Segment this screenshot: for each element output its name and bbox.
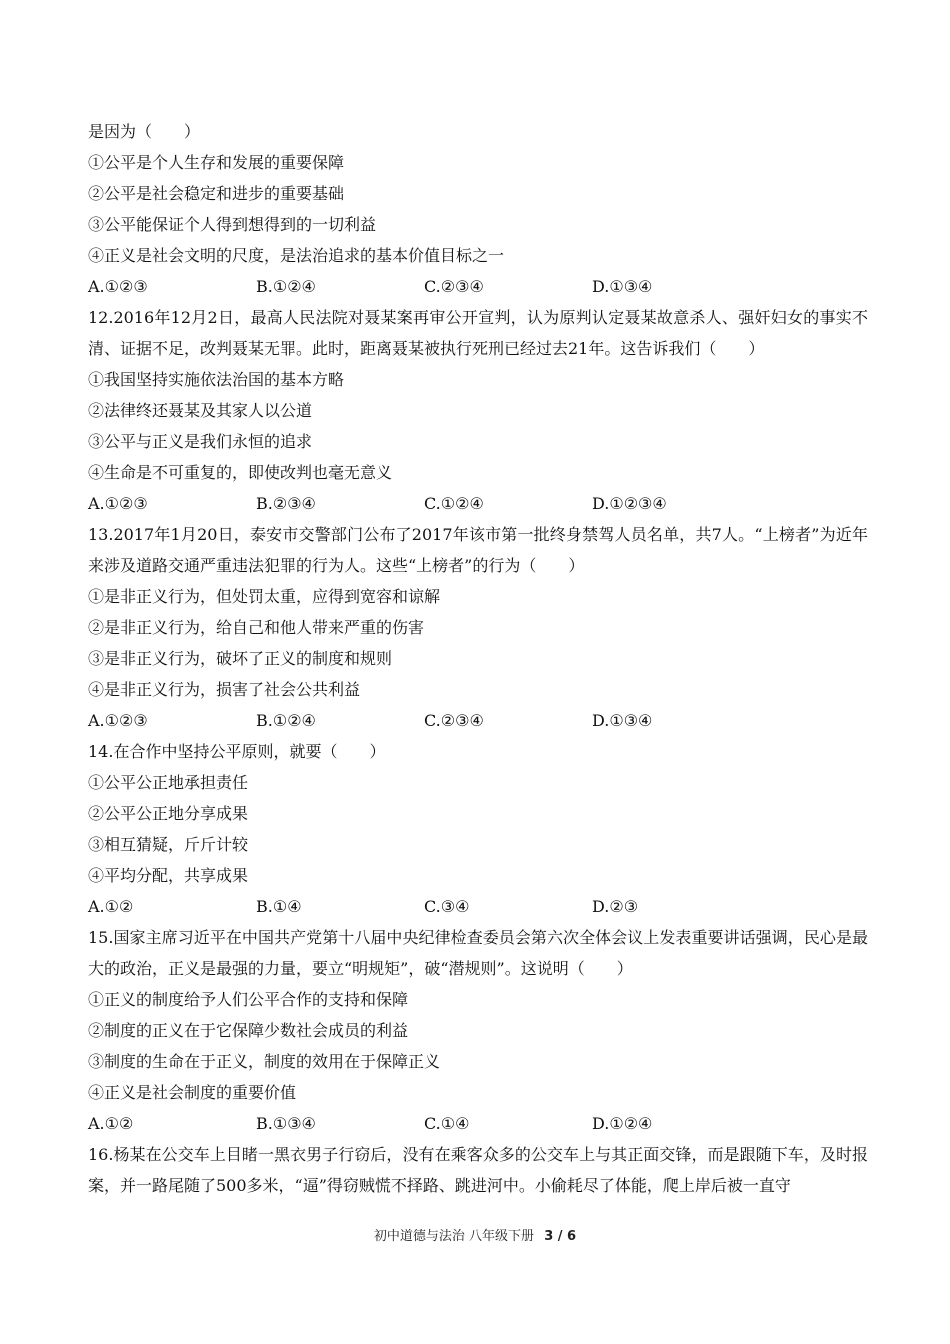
- q13-options: [88, 705, 868, 736]
- q15-option-a: A.①②: [88, 1114, 134, 1133]
- exam-page-content: [88, 116, 868, 1201]
- q13-item-2: ②是非正义行为，给自己和他人带来严重的伤害: [88, 618, 425, 637]
- q11-item-3: ③公平能保证个人得到想得到的一切利益: [88, 215, 377, 234]
- q11-option-a: A.①②③: [88, 277, 148, 296]
- q12-item-4: ④生命是不可重复的，即使改判也毫无意义: [88, 463, 393, 482]
- q11-item-1: ①公平是个人生存和发展的重要保障: [88, 153, 345, 172]
- q12-option-a: A.①②③: [88, 494, 148, 513]
- q15-option-b: B.①③④: [256, 1114, 316, 1133]
- q13-item-4: ④是非正义行为，损害了社会公共利益: [88, 680, 361, 699]
- q11-option-b: B.①②④: [256, 277, 316, 296]
- q12-item-2: ②法律终还聂某及其家人以公道: [88, 401, 313, 420]
- q16-stem: 16.杨某在公交车上目睹一黑衣男子行窃后，没有在乘客众多的公交车上与其正面交锋，而是跟随下车，及时报案，并一路尾随了500多米，“逼”得窃贼慌不择路、跳进河中。小偷耗尽了体能，爬上岸后被一直守: [88, 1145, 868, 1195]
- q11-option-c: C.②③④: [424, 277, 484, 296]
- q12-stem: 12.2016年12月2日，最高人民法院对聂某案再审公开宣判，认为原判认定聂某故意杀人、强奸妇女的事实不清、证据不足，改判聂某无罪。此时，距离聂某被执行死刑已经过去21年。这告诉我们（ ）: [88, 308, 868, 358]
- q15-item-3: ③制度的生命在于正义，制度的效用在于保障正义: [88, 1052, 441, 1071]
- q13-stem: 13.2017年1月20日，泰安市交警部门公布了2017年该市第一批终身禁驾人员名单，共7人。“上榜者”为近年来涉及道路交通严重违法犯罪的行为人。这些“上榜者”的行为（ ）: [88, 525, 868, 575]
- q13-item-3: ③是非正义行为，破坏了正义的制度和规则: [88, 649, 393, 668]
- q15-option-d: D.①②④: [592, 1114, 653, 1133]
- q11-item-4: ④正义是社会文明的尺度，是法治追求的基本价值目标之一: [88, 246, 505, 265]
- q15-option-c: C.①④: [424, 1114, 470, 1133]
- q12-options: [88, 488, 868, 519]
- q13-option-a: A.①②③: [88, 711, 148, 730]
- q14-item-1: ①公平公正地承担责任: [88, 773, 249, 792]
- q12-option-c: C.①②④: [424, 494, 484, 513]
- q12-option-d: D.①②③④: [592, 494, 667, 513]
- q13-option-b: B.①②④: [256, 711, 316, 730]
- q14-option-a: A.①②: [88, 897, 134, 916]
- footer-title: 初中道德与法治 八年级下册: [373, 1229, 535, 1244]
- q15-item-1: ①正义的制度给予人们公平合作的支持和保障: [88, 990, 409, 1009]
- q14-option-b: B.①④: [256, 897, 302, 916]
- q14-option-c: C.③④: [424, 897, 470, 916]
- q15-stem: 15.国家主席习近平在中国共产党第十八届中央纪律检查委员会第六次全体会议上发表重要讲话强调，民心是最大的政治，正义是最强的力量，要立“明规矩”，破“潜规则”。这说明（ ）: [88, 928, 868, 978]
- page-number: 3 / 6: [544, 1229, 577, 1244]
- q14-item-3: ③相互猜疑，斤斤计较: [88, 835, 249, 854]
- q11-options: [88, 271, 868, 302]
- q15-options: [88, 1108, 868, 1139]
- q14-item-2: ②公平公正地分享成果: [88, 804, 249, 823]
- q12-option-b: B.②③④: [256, 494, 316, 513]
- q14-option-d: D.②③: [592, 897, 639, 916]
- q11-option-d: D.①③④: [592, 277, 653, 296]
- q15-item-4: ④正义是社会制度的重要价值: [88, 1083, 297, 1102]
- q13-item-1: ①是非正义行为，但处罚太重，应得到宽容和谅解: [88, 587, 441, 606]
- page-footer: [0, 1225, 950, 1244]
- q12-item-1: ①我国坚持实施依法治国的基本方略: [88, 370, 345, 389]
- q11-stem-tail: 是因为（ ）: [88, 122, 201, 141]
- q11-item-2: ②公平是社会稳定和进步的重要基础: [88, 184, 345, 203]
- q14-item-4: ④平均分配，共享成果: [88, 866, 249, 885]
- q12-item-3: ③公平与正义是我们永恒的追求: [88, 432, 313, 451]
- q15-item-2: ②制度的正义在于它保障少数社会成员的利益: [88, 1021, 409, 1040]
- q13-option-c: C.②③④: [424, 711, 484, 730]
- q13-option-d: D.①③④: [592, 711, 653, 730]
- q14-options: [88, 891, 868, 922]
- q14-stem: 14.在合作中坚持公平原则，就要（ ）: [88, 742, 386, 761]
